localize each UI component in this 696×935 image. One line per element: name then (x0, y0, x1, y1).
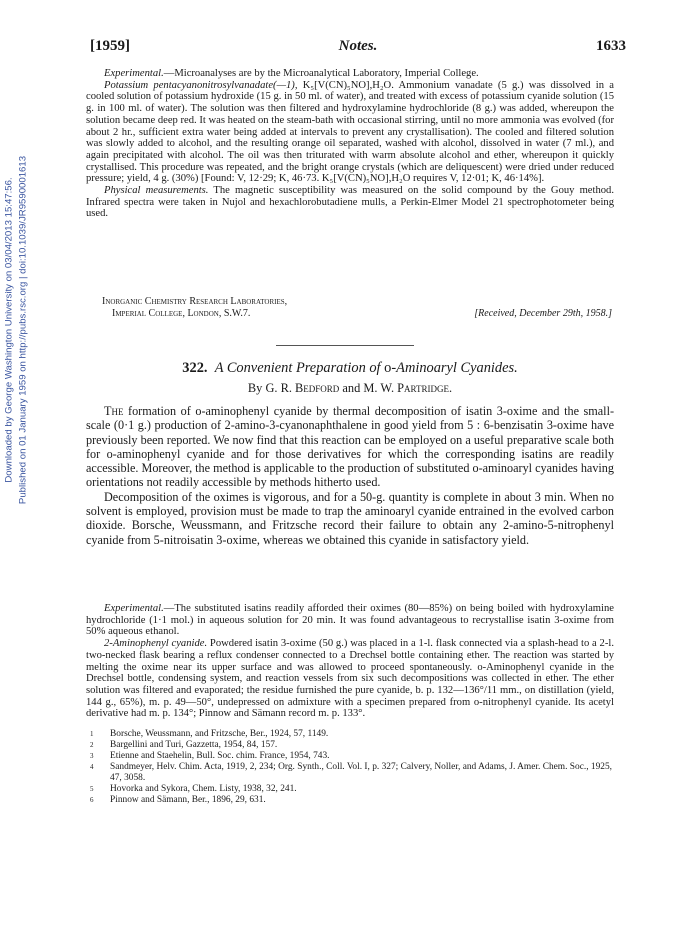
article-authors: By G. R. Bedford and M. W. Partridge. (247, 381, 453, 395)
download-watermark (0, 95, 34, 565)
footnote-text: Borsche, Weussmann, and Fritzsche, Ber., 1924, 57, 1149. (110, 729, 329, 739)
footnotes (90, 729, 612, 806)
experimental-paragraph: Experimental.—The substituted isatins readily afforded their oximes (80—85%) on being boiled with hydroxylamine hydrochloride (1·1 mol.) in aqueous solution for 20 min. It was found advantageous to recrystallise isatin 3-oxime from 50% aqueous ethanol. (86, 603, 614, 638)
running-header (90, 38, 626, 58)
header-section: Notes. (338, 38, 378, 54)
article-body (86, 404, 614, 547)
header-page-number: 1633 (596, 38, 626, 54)
footnote-text: Pinnow and Sämann, Ber., 1896, 29, 631. (110, 795, 266, 805)
footnote-text: Hovorka and Sykora, Chem. Listy, 1938, 32, 241. (110, 784, 297, 794)
footnote (90, 762, 612, 784)
aminophenyl-paragraph: 2-Aminophenyl cyanide. Powdered isatin 3-oxime (50 g.) was placed in a 1-l. flask connected via a splash-head to a 2-l. two-necked flask bearing a reflux condenser connected to a Drechsel bottle containing ether. The reaction was started by melting the oxime near its upper surface and was allowed to proceed spontaneously. o-Aminophenyl cyanide in the Drechsel bottle, condensing system, and reaction vessels from six such decompositions was collected in ether. The ether solution was filtered and evaporated; the residue furnished the pure cyanide, b. p. 132—136°/11 mm., on distillation (yield, 144 g., 65%), m. p. 49—50°, undepressed on admixture with a specimen prepared from o-nitrophenyl cyanide. Its acetyl derivative had m. p. 134°; Pinnow and Sämann record m. p. 133°. (86, 638, 614, 720)
potassium-paragraph: Potassium pentacyanonitrosylvanadate(—1), K₅[V(CN)₅NO],H₂O. Ammonium vanadate (5 g.) was dissolved in a cooled solution of potassium hydroxide (15 g. in 50 ml. of water), and treated with excess of potassium cyanide solution (15 g. in 100 ml. of water). The solution was then filtered and hydroxylamine hydrochloride (8 g.) was added, whereupon the solution became deep red. It was heated on the steam-bath with occasional stirring, until no more ammonia was evolved (for about 2 hr., sufficient extra water being added at intervals to prevent any crystallisation). The cooled and filtered solution was slowly added to alcohol, and the resulting orange oil separated, washed with alcohol, dissolved in water (7 ml.), and again precipitated with alcohol. The oil was then triturated with warm absolute alcohol and ether, whereupon it quickly crystallised. This procedure was repeated, and the bright orange crystals (which are deliquescent) were dried under reduced pressure; yield, 4 g. (30%) [Found: V, 12·29; K, 46·73. K₅[V(CN)₅NO],H₂O requires V, 12·01; K, 46·14%]. (86, 79, 614, 185)
footnote-text: Etienne and Staehelin, Bull. Soc. chim. France, 1954, 743. (110, 751, 330, 761)
body-paragraph: Decomposition of the oximes is vigorous, and for a 50-g. quantity is complete in about 3 min. When no solvent is employed, provision must be made to trap the aminoaryl cyanide entrained in the evolved carbon dioxide. Borsche, Weussmann, and Fritzsche record their failure to obtain any 2-amino-5-nitrophenyl cyanide from 5-nitroisatin 3-oxime, whereas we obtained this cyanide in satisfactory yield. (86, 489, 614, 547)
footnote-number: 1 (90, 730, 94, 738)
doi-link[interactable]: Published on 01 January 1959 on http://pubs.rsc.org | doi:10.1039/JR9590001613 (17, 155, 29, 505)
experimental-paragraph: Experimental.—Microanalyses are by the Microanalytical Laboratory, Imperial College. (104, 68, 479, 79)
article-title: 322. A Convenient Preparation of o-Aminoaryl Cyanides. (182, 360, 518, 376)
footnote (90, 795, 612, 806)
previous-article-tail (86, 68, 614, 220)
footnote-number: 6 (90, 796, 94, 804)
footnote-number: 5 (90, 785, 94, 793)
author-2: M. W. Partridge (363, 381, 449, 395)
footnote-number: 3 (90, 752, 94, 760)
download-notice: Downloaded by George Washington University on 03/04/2013 15:47:56. (3, 177, 15, 483)
author-1: G. R. Bedford (265, 381, 340, 395)
physical-paragraph: Physical measurements. The magnetic susceptibility was measured on the solid compound by the Gouy method. Infrared spectra were taken in Nujol and hexachlorobutadiene mulls, a Perkin-Elmer Model 21 spectrophotometer being used. (86, 185, 614, 220)
potassium-label: Potassium pentacyanonitrosylvanadate(—1), (104, 79, 298, 91)
physical-label: Physical measurements. (104, 185, 209, 197)
footnote-number: 2 (90, 741, 94, 749)
footnote (90, 751, 612, 762)
article-number: 322. (182, 360, 208, 376)
body-paragraph: The formation of o-aminophenyl cyanide by thermal decomposition of isatin 3-oxime and the small-scale (0·1 g.) production of 2-amino-3-cyanonaphthalene in good yield from 5 : 6-benzisatin 3-oxime have previously been reported. We now find that this reaction can be employed on a useful preparative scale both for o-aminophenyl cyanide and for those derivatives for which the corresponding isatins are readily accessible. Moreover, the method is applicable to the production of substituted o-aminoaryl cyanides having orientations not readily accessible by methods hitherto used. (86, 404, 615, 490)
footnote (90, 729, 612, 740)
author-address: Inorganic Chemistry Research Laboratories, Imperial College, London, S.W.7. [Received, December 29th, 1958.] (102, 296, 612, 319)
article-divider (276, 345, 414, 346)
footnote-text: Sandmeyer, Helv. Chim. Acta, 1919, 2, 234; Org. Synth., Coll. Vol. I, p. 327; Calvery, Noller, and Adams, J. Amer. Chem. Soc., 1925, 47, 3058. (110, 762, 612, 783)
footnote (90, 784, 612, 795)
footnote (90, 740, 612, 751)
footnote-text: Bargellini and Turi, Gazzetta, 1954, 84, 157. (110, 740, 278, 750)
experimental-label: Experimental. (104, 68, 164, 79)
received-date: [Received, December 29th, 1958.] (474, 307, 612, 319)
footnote-number: 4 (90, 763, 94, 771)
experimental-section (86, 603, 614, 720)
header-year: [1959] (90, 38, 130, 54)
